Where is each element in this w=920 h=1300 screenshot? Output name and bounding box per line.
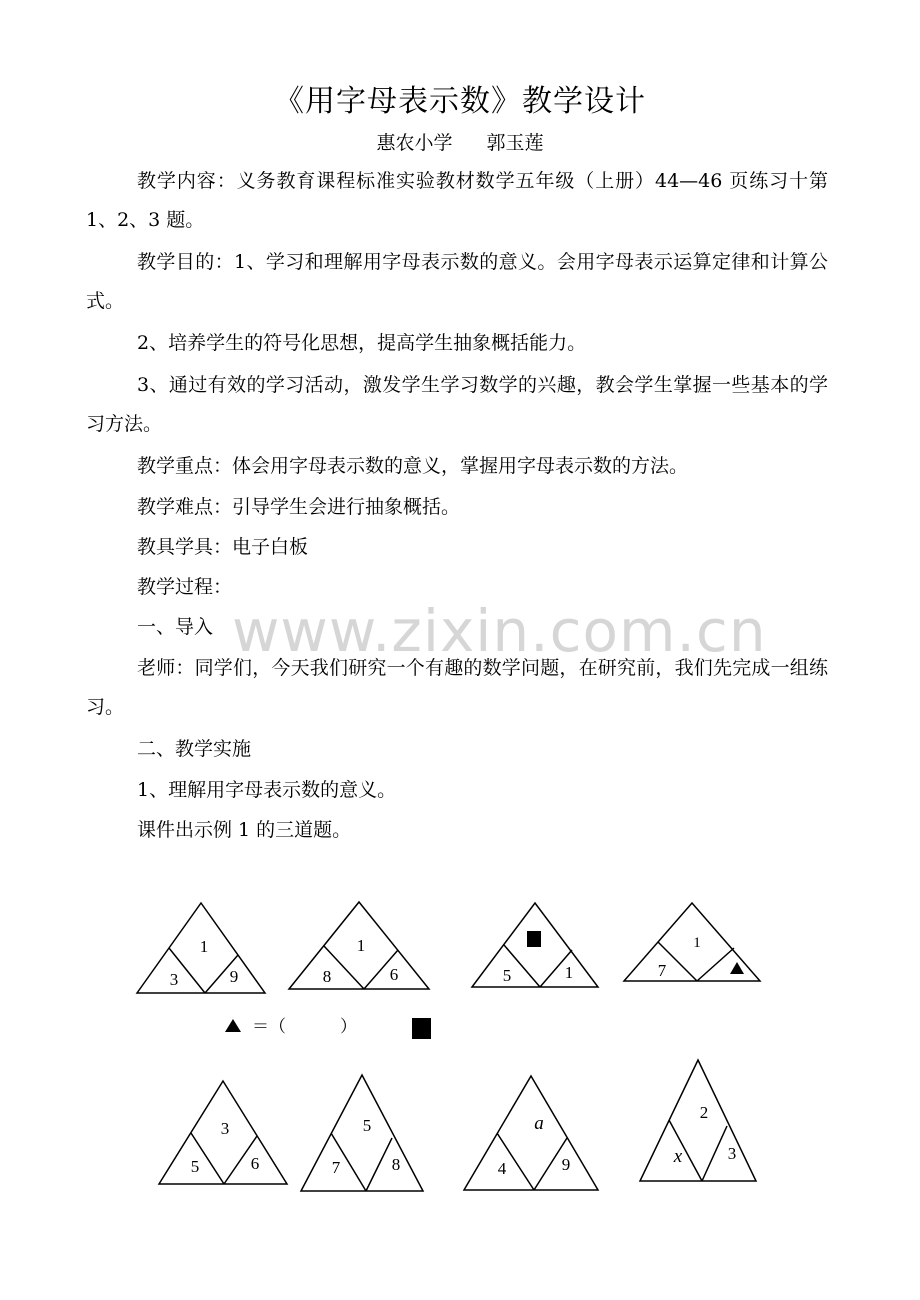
tri-r1-3-right: 1: [564, 963, 574, 982]
tri-r2-2-right: 8: [391, 1155, 401, 1174]
tri-r1-1-top: 1: [199, 937, 209, 956]
paragraph-tools: 教具学具：电子白板: [137, 536, 309, 558]
tri-r1-1-right: 9: [229, 967, 239, 986]
tri-r1-4-top: 1: [693, 935, 701, 951]
tri-r1-2-left: 8: [322, 967, 332, 986]
paragraph-step-1: 1、理解用字母表示数的意义。: [137, 779, 397, 801]
paragraph-process: 教学过程：: [137, 576, 233, 598]
watermark: www.zixin.com.cn: [232, 597, 767, 665]
section-intro: 一、导入: [137, 616, 214, 638]
triangle-r2-4: [640, 1060, 756, 1181]
tri-r2-4-right: 3: [727, 1144, 737, 1163]
tri-r1-1-left: 3: [169, 970, 179, 989]
filled-triangle-icon: [225, 1019, 241, 1032]
tri-r2-3-right: 9: [561, 1155, 571, 1174]
author-line: [0, 128, 920, 155]
tri-r2-4-left-variable: x: [673, 1146, 683, 1167]
author-school: 惠农小学: [376, 132, 453, 154]
tri-r1-2-top: 1: [356, 936, 366, 955]
tri-r2-3-top-variable: a: [534, 1113, 544, 1134]
triangle-r2-3: [464, 1076, 598, 1190]
paragraph-content: 教学内容：义务教育课程标准实验教材数学五年级（上册）44—46 页练习十第 1、2、3 题。: [86, 170, 828, 231]
page-title: 《用字母表示数》教学设计: [274, 84, 646, 119]
tri-r2-2-top: 5: [362, 1116, 372, 1135]
answer-close-paren: ）: [340, 1017, 357, 1036]
tri-r1-4-left: 7: [657, 961, 667, 980]
tri-r2-1-top: 3: [220, 1119, 230, 1138]
paragraph-objective-1: 教学目的：1、学习和理解用字母表示数的意义。会用字母表示运算定律和计算公式。: [86, 251, 828, 312]
tri-r2-3-left: 4: [497, 1159, 507, 1178]
answer-equals: ＝（: [252, 1017, 286, 1036]
paragraph-example: 课件出示例 1 的三道题。: [137, 819, 352, 841]
tri-r1-2-right: 6: [389, 965, 399, 984]
tri-r2-1-left: 5: [190, 1157, 200, 1176]
paragraph-objective-3: 3、通过有效的学习活动，激发学生学习数学的兴趣，教会学生掌握一些基本的学习方法。: [86, 374, 828, 435]
paragraph-key-point: 教学重点：体会用字母表示数的意义，掌握用字母表示数的方法。: [137, 455, 689, 477]
tri-r1-3-left: 5: [502, 966, 512, 985]
tri-r2-2-left: 7: [331, 1158, 341, 1177]
tri-r1-4-right-triangle-icon: ▲: [729, 961, 745, 977]
filled-square-icon: [412, 1018, 431, 1039]
tri-r2-1-right: 6: [250, 1154, 260, 1173]
paragraph-difficulty: 教学难点：引导学生会进行抽象概括。: [137, 496, 461, 518]
tri-r2-4-top: 2: [699, 1103, 709, 1122]
paragraph-teacher: 老师：同学们，今天我们研究一个有趣的数学问题，在研究前，我们先完成一组练习。: [86, 657, 828, 718]
author-name: 郭玉莲: [486, 132, 544, 154]
triangle-figures: [0, 880, 920, 1210]
section-implementation: 二、教学实施: [137, 738, 252, 760]
tri-r1-3-top-square-icon: ■: [527, 927, 541, 952]
paragraph-objective-2: 2、培养学生的符号化思想，提高学生抽象概括能力。: [137, 332, 587, 354]
